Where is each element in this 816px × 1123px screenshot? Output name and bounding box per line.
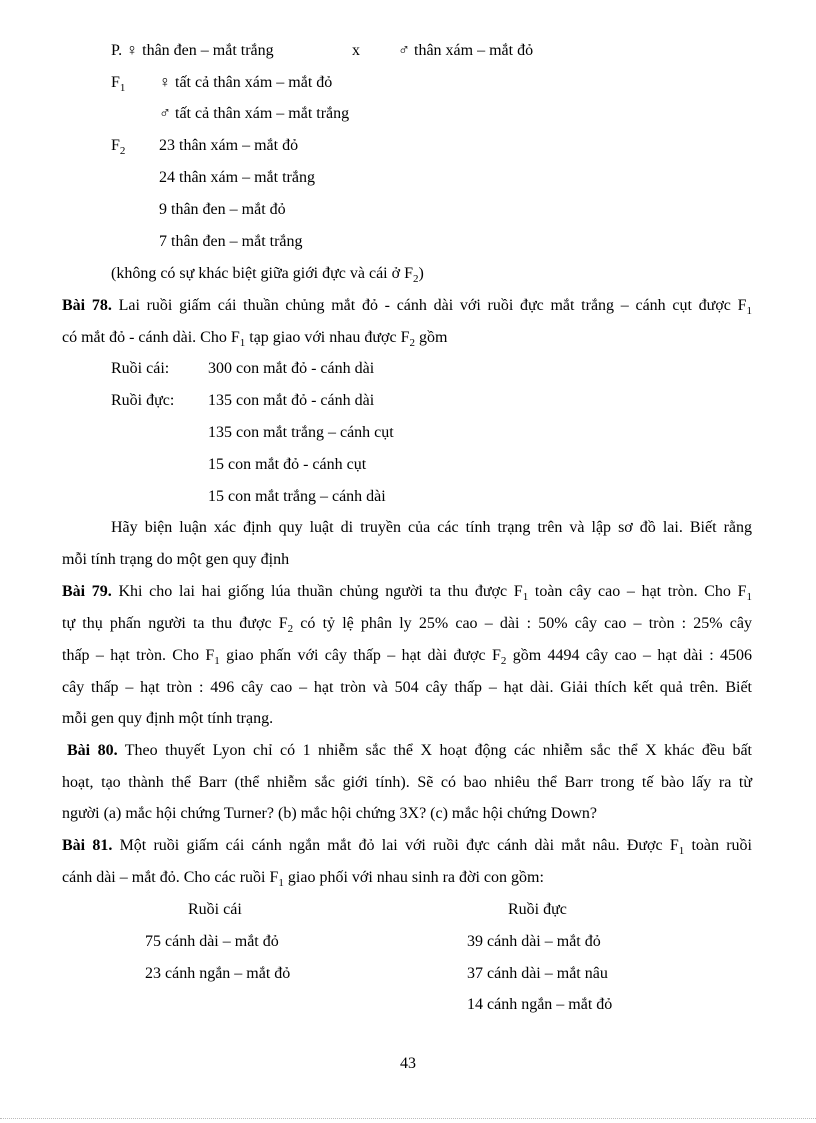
bai78-question-2: mỗi tính trạng do một gen quy định: [62, 551, 290, 568]
bai78-duc-row: 15 con mắt đỏ - cánh cụt: [208, 456, 367, 473]
bai81-cai-row: 23 cánh ngắn – mắt đỏ: [145, 965, 291, 982]
bai78-duc-label: Ruồi đực:: [111, 392, 175, 409]
page-bottom-divider: [0, 1118, 816, 1119]
f2-row: 24 thân xám – mắt trắng: [159, 169, 315, 186]
bai80-line-1: Bài 80. Theo thuyết Lyon chỉ có 1 nhiễm sắc thể X hoạt động các nhiễm sắc thể X khác đều bất: [67, 742, 752, 759]
bai81-cai-row: 75 cánh dài – mắt đỏ: [145, 933, 279, 950]
bai81-duc-row: 37 cánh dài – mắt nâu: [467, 965, 608, 982]
f1-female: ♀ tất cả thân xám – mắt đỏ: [159, 74, 333, 91]
bai79-line-3: thấp – hạt tròn. Cho $F_1$ giao phấn với cây thấp – hạt dài được $F_2$ gồm 4494 cây cao – hạt dài : 4506: [62, 647, 753, 667]
f1-male: ♂ tất cả thân xám – mắt trắng: [159, 105, 350, 122]
bai80-line-2: hoạt, tạo thành thể Barr (thể nhiễm sắc giới tính). Sẽ có bao nhiêu thể Barr trong tế bào lấy ra từ: [62, 774, 752, 791]
bai79-line-1: Bài 79. Khi cho lai hai giống lúa thuần chủng người ta thu được $F_1$ toàn cây cao – hạt tròn. Cho $F_1$: [62, 583, 753, 603]
bai81-duc-row: 39 cánh dài – mắt đỏ: [467, 933, 601, 950]
bai78-question-1: Hãy biện luận xác định quy luật di truyền của các tính trạng trên và lập sơ đồ lai. Biết rằng: [111, 519, 752, 536]
bai78-duc-row: 15 con mắt trắng – cánh dài: [208, 488, 386, 505]
bai81-cai-header: Ruồi cái: [188, 901, 242, 918]
bai78-duc-row: 135 con mắt trắng – cánh cụt: [208, 424, 394, 441]
bai78-cai-row: 300 con mắt đỏ - cánh dài: [208, 360, 375, 377]
bai79-label: Bài 79.: [62, 583, 112, 600]
bai81-line-2: cánh dài – mắt đỏ. Cho các ruồi $F_1$ giao phối với nhau sinh ra đời con gồm:: [62, 869, 544, 889]
bai81-label: Bài 81.: [62, 837, 113, 854]
bai79-line-2: tự thụ phấn người ta thu được $F_2$ có tỷ lệ phân ly 25% cao – dài : 50% cây cao – tròn : 25% cây: [62, 615, 752, 635]
bai78-duc-row: 135 con mắt đỏ - cánh dài: [208, 392, 375, 409]
bai78-line-2: có mắt đỏ - cánh dài. Cho $F_1$ tạp giao với nhau được $F_2$ gồm: [62, 329, 448, 349]
f2-row: 23 thân xám – mắt đỏ: [159, 137, 299, 154]
f2-label: $F_2$: [111, 137, 126, 157]
f1-label: $F_1$: [111, 74, 126, 94]
cross-p-male: ♂ thân xám – mắt đỏ: [398, 42, 534, 59]
bai81-duc-row: 14 cánh ngắn – mắt đỏ: [467, 996, 613, 1013]
bai81-duc-header: Ruồi đực: [508, 901, 567, 918]
bai79-line-5: mỗi gen quy định một tính trạng.: [62, 710, 274, 727]
f2-row: 9 thân đen – mắt đỏ: [159, 201, 286, 218]
cross-symbol: x: [352, 42, 360, 59]
page-number: 43: [400, 1055, 416, 1072]
bai79-line-4: cây thấp – hạt tròn : 496 cây cao – hạt tròn và 504 cây thấp – hạt dài. Giải thích kết quả trên. Biết: [62, 679, 752, 696]
bai78-line-1: Bài 78. Lai ruồi giấm cái thuần chủng mắt đỏ - cánh dài với ruồi đực mắt trắng – cánh cụt được $F_1$: [62, 297, 753, 317]
cross-note: (không có sự khác biệt giữa giới đực và cái ở $F_2$): [111, 265, 424, 285]
f2-row: 7 thân đen – mắt trắng: [159, 233, 303, 250]
bai80-line-3: người (a) mắc hội chứng Turner? (b) mắc hội chứng 3X? (c) mắc hội chứng Down?: [62, 805, 597, 822]
cross-p-female: P. ♀ thân đen – mắt trắng: [111, 42, 274, 59]
bai78-label: Bài 78.: [62, 297, 112, 314]
bai81-line-1: Bài 81. Một ruồi giấm cái cánh ngắn mắt đỏ lai với ruồi đực cánh dài mắt nâu. Được $F_1$ toàn ruồi: [62, 837, 753, 857]
bai80-label: Bài 80.: [67, 742, 118, 759]
bai78-cai-label: Ruồi cái:: [111, 360, 170, 377]
